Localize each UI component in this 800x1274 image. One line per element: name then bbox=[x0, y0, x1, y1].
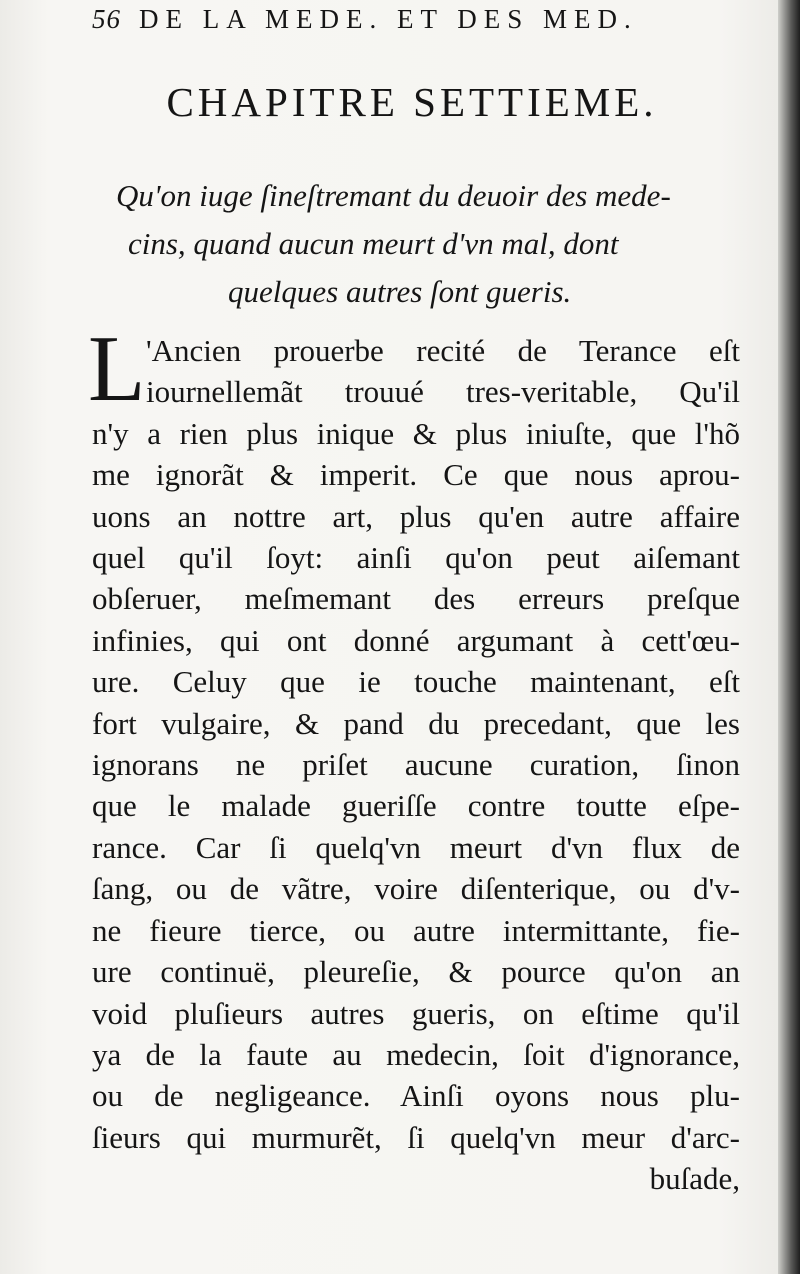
text-line: void pluſieurs autres gueris, on eſtime qu'il bbox=[92, 995, 740, 1031]
text-line: uons an nottre art, plus qu'en autre affaire bbox=[92, 498, 740, 534]
running-title: DE LA MEDE. ET DES MED. bbox=[139, 4, 638, 34]
page-number: 56 bbox=[92, 4, 121, 34]
chapter-title: CHAPITRE SETTIEME. bbox=[166, 79, 658, 125]
text-line: que le malade gueriſſe contre toutte eſpe- bbox=[92, 788, 740, 824]
text-line: ure continuë, pleureſie, & pource qu'on an bbox=[92, 954, 740, 990]
page-gutter-shadow bbox=[778, 0, 800, 1274]
text-line: ſieurs qui murmurẽt, ſi quelq'vn meur d'arc- bbox=[92, 1119, 740, 1155]
chapter-summary bbox=[92, 172, 732, 316]
text-line: rance. Car ſi quelq'vn meurt d'vn flux de bbox=[92, 829, 740, 865]
summary-line: quelques autres ſont gueris. bbox=[228, 274, 572, 309]
running-head bbox=[92, 4, 752, 44]
text-line: ignorans ne priſet aucune curation, ſinon bbox=[92, 747, 740, 783]
text-line: ya de la faute au medecin, ſoit d'ignorance, bbox=[92, 1036, 740, 1072]
text-line: ne fieure tierce, ou autre intermittante, fie- bbox=[92, 912, 740, 948]
text-line: iournellemãt trouué tres-veritable, Qu'il bbox=[146, 374, 740, 410]
text-line: obſeruer, meſmemant des erreurs preſque bbox=[92, 581, 740, 617]
text-line: fort vulgaire, & pand du precedant, que les bbox=[92, 705, 740, 741]
catchword: buſade, bbox=[649, 1161, 740, 1197]
body-text bbox=[88, 317, 740, 1200]
summary-line: cins, quand aucun meurt d'vn mal, dont bbox=[128, 226, 619, 261]
text-line: ure. Celuy que ie touche maintenant, eſt bbox=[92, 664, 740, 700]
text-line: ſang, ou de vãtre, voire diſenterique, ou d'v- bbox=[92, 871, 740, 907]
text-line: n'y a rien plus inique & plus iniuſte, que l'hõ bbox=[92, 415, 740, 451]
text-line: infinies, qui ont donné argumant à cett'œu- bbox=[92, 622, 740, 658]
text-line: ou de negligeance. Ainſi oyons nous plu- bbox=[92, 1078, 740, 1114]
text-line: quel qu'il ſoyt: ainſi qu'on peut aiſemant bbox=[92, 540, 740, 576]
text-line: 'Ancien prouerbe recité de Terance eſt bbox=[146, 333, 740, 368]
text-line: me ignorãt & imperit. Ce que nous aprou- bbox=[92, 457, 740, 493]
drop-capital: L bbox=[88, 317, 146, 421]
summary-line: Qu'on iuge ſineſtremant du deuoir des mede- bbox=[116, 178, 671, 213]
